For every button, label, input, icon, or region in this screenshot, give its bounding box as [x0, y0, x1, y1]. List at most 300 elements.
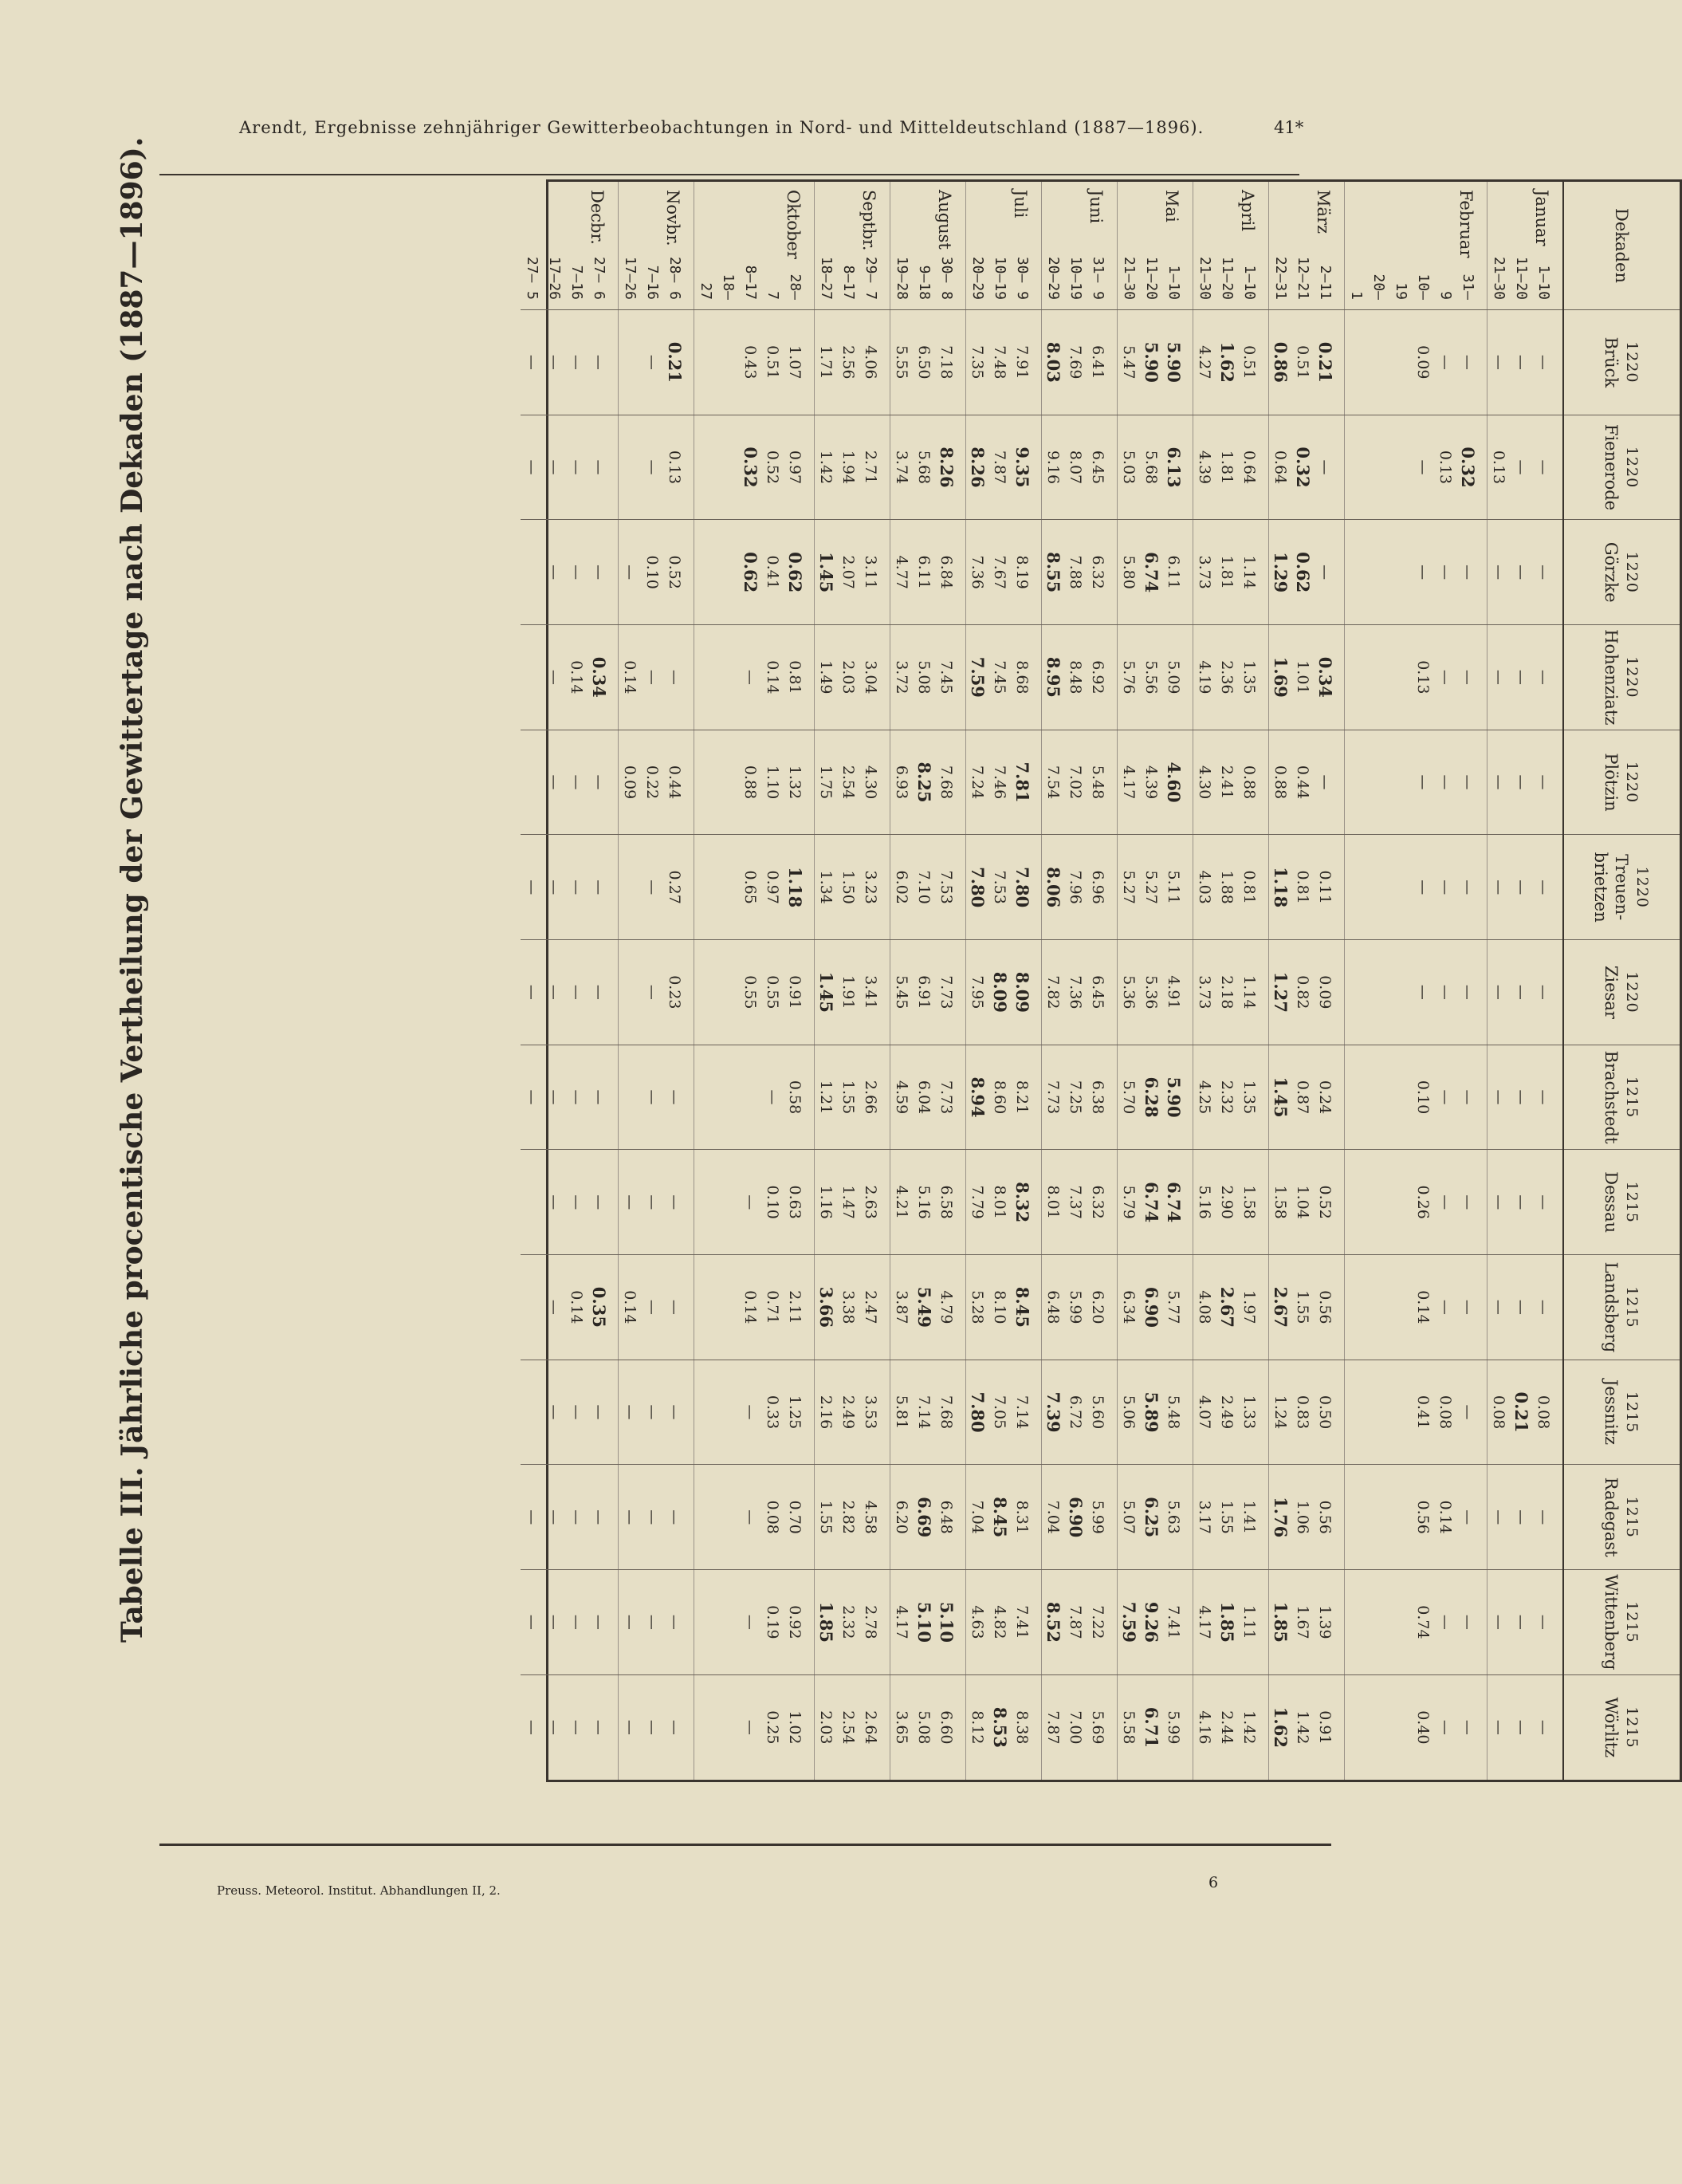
percent-value: 2.47	[862, 1290, 879, 1324]
month-name: Juni	[1087, 190, 1106, 224]
percent-value: 8.21	[1013, 1080, 1031, 1115]
value-cell	[1118, 1465, 1193, 1570]
value-cell	[1042, 1150, 1118, 1255]
value-cell	[1118, 1045, 1193, 1150]
percent-value: —	[590, 459, 607, 475]
value-cell	[521, 625, 619, 730]
percent-value: —	[523, 1089, 540, 1105]
dekade-range: 27— 6	[591, 256, 607, 300]
percent-value: 7.68	[937, 765, 955, 800]
month-dekaden-cell	[815, 182, 890, 310]
percent-value: 0.51	[764, 345, 781, 380]
percent-value: 2.63	[862, 1185, 879, 1219]
percent-value: 1.16	[817, 1185, 835, 1219]
percent-value: 2.07	[839, 555, 857, 589]
percent-value: 4.17	[893, 1605, 910, 1639]
value-cell	[1193, 835, 1269, 940]
dekade-range: 1—10	[1165, 265, 1182, 300]
percent-value: 6.38	[1089, 1080, 1106, 1115]
percent-value: 6.20	[893, 1500, 910, 1534]
value-cell	[1042, 1465, 1118, 1570]
value-cell	[815, 940, 890, 1045]
value-cell	[694, 520, 815, 625]
value-cell	[521, 310, 619, 415]
month-dekaden-cell	[521, 182, 619, 310]
percent-value: —	[1512, 1509, 1530, 1525]
percent-value: 4.58	[862, 1500, 879, 1534]
percent-value: —	[523, 1614, 540, 1630]
percent-value: 0.21	[1511, 1391, 1531, 1433]
value-cell	[1345, 1465, 1487, 1570]
percent-value: —	[523, 984, 540, 1000]
percent-value: —	[1490, 1509, 1507, 1525]
percent-value: 4.79	[937, 1290, 955, 1324]
percent-value: 9.16	[1044, 450, 1062, 485]
footer-rule	[159, 1844, 1331, 1846]
percent-value: 1.45	[1271, 1076, 1291, 1118]
station-name: Landsberg	[1601, 1261, 1621, 1353]
value-cell	[1345, 1360, 1487, 1465]
percent-value: 6.91	[915, 975, 933, 1009]
percent-value: —	[643, 354, 661, 370]
percent-value: 3.74	[893, 450, 910, 485]
percent-value: 7.95	[969, 975, 986, 1009]
station-header	[1563, 1674, 1680, 1780]
percent-value: 1.69	[1271, 656, 1291, 698]
percent-value: 8.09	[1012, 971, 1032, 1013]
table-title: Tabelle III. Jährliche procentische Vertheilung der Gewittertage nach Dekaden (1887—1896).	[116, 136, 149, 1643]
percent-value: 0.13	[1436, 450, 1454, 485]
percent-value: 5.27	[1120, 870, 1138, 904]
percent-value: —	[590, 1404, 607, 1420]
percent-value: 7.68	[937, 1395, 955, 1430]
percent-value: —	[545, 1719, 563, 1735]
percent-value: 2.49	[839, 1395, 857, 1430]
percent-value: 6.90	[1142, 1286, 1161, 1328]
value-cell	[1118, 1674, 1193, 1780]
percent-value: —	[1459, 1719, 1476, 1735]
percent-value	[521, 1360, 543, 1465]
percent-value: —	[1459, 354, 1476, 370]
dekade-range: 2—11	[1317, 265, 1334, 300]
dekade-range: 12—21	[1295, 256, 1311, 300]
percent-value: 1.24	[1271, 1395, 1289, 1430]
percent-value: —	[1459, 565, 1476, 580]
percent-value: 5.99	[1089, 1500, 1106, 1534]
percent-value	[619, 835, 641, 939]
percent-value: 2.16	[817, 1395, 835, 1430]
percent-value: 8.09	[990, 971, 1010, 1013]
percent-value: —	[1535, 1089, 1552, 1105]
percent-value: 1.67	[1294, 1605, 1311, 1639]
value-cell	[1042, 835, 1118, 940]
value-cell	[1487, 835, 1564, 940]
percent-value: 8.45	[990, 1497, 1010, 1538]
percent-value: —	[741, 1719, 759, 1735]
percent-value: 0.14	[621, 1290, 639, 1324]
month-name: Oktober	[784, 190, 803, 259]
value-cell	[815, 1150, 890, 1255]
percent-value: —	[590, 1089, 607, 1105]
station-number: 1215	[1623, 1076, 1641, 1119]
percent-value: 0.21	[665, 341, 685, 383]
percent-value	[521, 730, 543, 835]
percent-value: 1.97	[1240, 1290, 1258, 1324]
percent-value: 4.03	[1196, 870, 1213, 904]
percent-value: 2.36	[1218, 660, 1236, 695]
percent-value: 2.54	[839, 765, 857, 800]
value-cell	[1193, 1465, 1269, 1570]
percent-value: 0.35	[589, 1286, 609, 1328]
percent-value: 0.81	[786, 660, 804, 695]
dekade-range: 10—19	[992, 256, 1008, 300]
station-name: Brück	[1601, 336, 1621, 388]
percent-value: 2.64	[862, 1710, 879, 1745]
percent-value: 4.17	[1120, 765, 1138, 800]
percent-value: 4.06	[862, 345, 879, 380]
percent-value: 6.32	[1089, 1185, 1106, 1219]
percent-value: 5.69	[1089, 1710, 1106, 1745]
month-row	[815, 182, 890, 1780]
percent-value: —	[643, 880, 661, 895]
dekade-range: 20—29	[1045, 256, 1062, 300]
percent-value: 3.73	[1196, 555, 1213, 589]
percent-value: 2.66	[862, 1080, 879, 1115]
percent-value: 0.32	[1458, 447, 1478, 488]
percent-value: —	[666, 1194, 683, 1210]
percent-value	[619, 310, 641, 415]
month-dekaden-cell	[1193, 182, 1269, 310]
percent-value: 6.74	[1164, 1182, 1184, 1223]
value-cell	[1042, 1570, 1118, 1675]
percent-value: 5.90	[1164, 341, 1184, 383]
percent-value: —	[1459, 774, 1476, 790]
percent-value: —	[643, 1719, 661, 1735]
percent-value: —	[568, 1089, 585, 1105]
month-row	[1487, 182, 1564, 1780]
value-cell	[521, 940, 619, 1045]
percent-value: 5.81	[893, 1395, 910, 1430]
percent-value: 0.21	[1315, 341, 1335, 383]
value-cell	[1487, 415, 1564, 520]
month-row	[1118, 182, 1193, 1780]
percent-value: —	[1459, 984, 1476, 1000]
percent-value: —	[1490, 1194, 1507, 1210]
dekade-range: 1—10	[1535, 265, 1552, 300]
percent-value: 5.68	[1142, 450, 1160, 485]
percent-value: 3.38	[839, 1290, 857, 1324]
percent-value: 1.07	[786, 345, 804, 380]
dekade-range: 28— 7	[764, 273, 804, 300]
month-name: Mai	[1162, 190, 1181, 222]
percent-value: 7.14	[915, 1395, 933, 1430]
station-header	[1563, 1570, 1680, 1675]
percent-value	[521, 1150, 543, 1254]
percent-value: —	[666, 1404, 683, 1420]
percent-value: 2.03	[839, 660, 857, 695]
month-dekaden-cell	[619, 182, 694, 310]
footer-publisher: Preuss. Meteorol. Institut. Abhandlungen II, 2.	[217, 1883, 501, 1898]
percent-value: 6.72	[1067, 1395, 1084, 1430]
percent-value: 5.56	[1142, 660, 1160, 695]
month-dekaden-cell	[1345, 182, 1487, 310]
percent-value: —	[643, 459, 661, 475]
percent-value: 1.81	[1218, 450, 1236, 485]
percent-value: 7.53	[937, 870, 955, 904]
percent-value: 0.11	[1316, 870, 1334, 904]
value-cell	[619, 1570, 694, 1675]
percent-value: 7.14	[1013, 1395, 1031, 1430]
percent-value: 0.08	[1535, 1395, 1552, 1430]
dekade-range: 11—20	[1513, 256, 1530, 300]
percent-value: 1.47	[839, 1185, 857, 1219]
percent-value: —	[1490, 880, 1507, 895]
percent-value: 5.55	[893, 345, 910, 380]
percent-value: 1.14	[1240, 555, 1258, 589]
percent-value: —	[590, 1719, 607, 1735]
percent-value: 1.50	[839, 870, 857, 904]
percent-value: —	[621, 565, 639, 580]
percent-value: 1.42	[817, 450, 835, 485]
percent-value: 5.28	[969, 1290, 986, 1324]
value-cell	[815, 1674, 890, 1780]
dekade-range: 30— 8	[938, 256, 955, 300]
percent-value: 0.56	[1316, 1290, 1334, 1324]
value-cell	[1345, 415, 1487, 520]
percent-value: —	[1436, 1614, 1454, 1630]
value-cell	[1193, 1150, 1269, 1255]
percent-value: 5.48	[1089, 765, 1106, 800]
station-name: Hohenziatz	[1601, 629, 1621, 726]
percent-value: 7.04	[969, 1500, 986, 1534]
percent-value: 7.79	[969, 1185, 986, 1219]
value-cell	[890, 1570, 966, 1675]
dekade-range: 8—17	[742, 265, 759, 300]
percent-value: 0.14	[741, 1290, 759, 1324]
percent-value: 2.18	[1218, 975, 1236, 1009]
percent-value: —	[1459, 1404, 1476, 1420]
percent-value: 0.63	[786, 1185, 804, 1219]
value-cell	[521, 1570, 619, 1675]
value-cell	[1042, 625, 1118, 730]
percent-value: —	[1490, 1719, 1507, 1735]
percent-value: —	[1436, 774, 1454, 790]
percent-value: 8.31	[1013, 1500, 1031, 1534]
dekade-range: 11—20	[1219, 256, 1236, 300]
station-header	[1563, 415, 1680, 520]
percent-value: 1.62	[1271, 1706, 1291, 1748]
percent-value: 2.82	[839, 1500, 857, 1534]
percent-value: 0.43	[741, 345, 759, 380]
percent-value: —	[590, 984, 607, 1000]
percent-value: 5.49	[914, 1286, 934, 1328]
percent-value: —	[545, 880, 563, 895]
percent-value: —	[523, 1509, 540, 1525]
percent-value: 0.91	[786, 975, 804, 1009]
percent-value	[619, 1045, 641, 1150]
percent-value: 6.74	[1142, 552, 1161, 593]
value-cell	[1345, 1150, 1487, 1255]
value-cell	[890, 1255, 966, 1360]
percent-value: —	[741, 1404, 759, 1420]
percent-value: 0.87	[1294, 1080, 1311, 1115]
value-cell	[1487, 1255, 1564, 1360]
station-header	[1563, 730, 1680, 835]
percent-value: 1.88	[1218, 870, 1236, 904]
percent-value: 8.19	[1013, 555, 1031, 589]
percent-value: —	[590, 1614, 607, 1630]
month-name: Juli	[1011, 190, 1030, 218]
station-number: 1220	[1623, 341, 1641, 384]
percent-value: 0.81	[1240, 870, 1258, 904]
value-cell	[815, 1255, 890, 1360]
percent-value: —	[523, 354, 540, 370]
value-cell	[1193, 1570, 1269, 1675]
percent-value: 1.21	[817, 1080, 835, 1115]
percent-value: 4.82	[991, 1605, 1008, 1639]
value-cell	[1269, 1465, 1345, 1570]
percent-value: 2.90	[1218, 1185, 1236, 1219]
percent-value: —	[1490, 354, 1507, 370]
percent-value: 4.91	[1165, 975, 1182, 1009]
percent-value: 0.44	[1294, 765, 1311, 800]
percent-value: —	[1535, 1194, 1552, 1210]
percent-value: 5.03	[1120, 450, 1138, 485]
percent-value: 5.68	[915, 450, 933, 485]
percent-value: 3.72	[893, 660, 910, 695]
percent-value: 1.32	[786, 765, 804, 800]
value-cell	[1487, 1150, 1564, 1255]
percent-value: —	[1512, 1614, 1530, 1630]
percent-value: 2.67	[1271, 1286, 1291, 1328]
percent-value: 7.02	[1067, 765, 1084, 800]
percent-value: 1.18	[785, 867, 805, 908]
percent-value: 1.45	[816, 971, 836, 1013]
value-cell	[619, 1465, 694, 1570]
percent-value: 4.39	[1196, 450, 1213, 485]
percent-value: 0.10	[643, 555, 661, 589]
percent-value: —	[1436, 565, 1454, 580]
percent-value: 2.32	[839, 1605, 857, 1639]
percent-value: 1.85	[1271, 1601, 1291, 1643]
percent-value: 0.14	[568, 660, 585, 695]
value-cell	[815, 625, 890, 730]
month-dekaden-cell	[890, 182, 966, 310]
percent-value: —	[1459, 1509, 1476, 1525]
value-cell	[815, 835, 890, 940]
value-cell	[1487, 1674, 1564, 1780]
percent-value: 0.97	[786, 450, 804, 485]
percent-value: 0.74	[1414, 1605, 1432, 1639]
dekade-range: 20—29	[969, 256, 986, 300]
percent-value: 0.86	[1271, 341, 1291, 383]
percent-value: 7.37	[1067, 1185, 1084, 1219]
value-cell	[694, 1360, 815, 1465]
value-cell	[1042, 940, 1118, 1045]
percent-value: —	[666, 1299, 683, 1315]
value-cell	[890, 1045, 966, 1150]
station-number: 1215	[1623, 1706, 1641, 1749]
dekade-range: 11—20	[1143, 256, 1160, 300]
month-dekaden-cell	[1042, 182, 1118, 310]
percent-value: —	[1436, 1194, 1454, 1210]
percent-value: 7.88	[1067, 555, 1084, 589]
percent-value: 4.21	[893, 1185, 910, 1219]
percent-value: 3.65	[893, 1710, 910, 1745]
percent-value: 0.22	[643, 765, 661, 800]
percent-value: 2.54	[839, 1710, 857, 1745]
percent-value: 8.01	[991, 1185, 1008, 1219]
station-name: Radegast	[1601, 1477, 1621, 1557]
percent-value: —	[1436, 1299, 1454, 1315]
percent-value: —	[1512, 1719, 1530, 1735]
percent-value: —	[1512, 880, 1530, 895]
station-name: Wittenberg	[1601, 1574, 1621, 1670]
percent-value: —	[1535, 1509, 1552, 1525]
value-cell	[521, 520, 619, 625]
percent-value: 2.32	[1218, 1080, 1236, 1115]
percent-value: 7.22	[1089, 1605, 1106, 1639]
percent-value: 0.88	[1240, 765, 1258, 800]
value-cell	[619, 415, 694, 520]
value-cell	[890, 1674, 966, 1780]
percent-value: —	[1535, 354, 1552, 370]
station-header	[1563, 1360, 1680, 1465]
percent-value: —	[568, 354, 585, 370]
value-cell	[1345, 310, 1487, 415]
percent-value: 4.30	[1196, 765, 1213, 800]
percent-value: 9.26	[1142, 1601, 1161, 1643]
station-name: Treuen-brietzen	[1591, 852, 1632, 923]
percent-value: —	[1436, 984, 1454, 1000]
percent-value: 5.79	[1120, 1185, 1138, 1219]
percent-value: —	[1436, 669, 1454, 685]
percent-value: 4.30	[862, 765, 879, 800]
percent-value: 8.03	[1043, 341, 1063, 383]
percent-value: —	[1490, 1614, 1507, 1630]
percent-value: 8.26	[968, 447, 988, 488]
dekade-range: 17—26	[622, 256, 639, 300]
percent-value: 7.59	[968, 656, 988, 698]
percent-value: 0.14	[1414, 1290, 1432, 1324]
percent-value: 6.48	[1044, 1290, 1062, 1324]
station-number: 1220	[1623, 656, 1641, 698]
dekade-range: 27— 5	[524, 256, 540, 300]
percent-value: 1.85	[1217, 1601, 1237, 1643]
value-cell	[521, 1465, 619, 1570]
percent-value: 6.84	[937, 555, 955, 589]
value-cell	[1269, 1045, 1345, 1150]
value-cell	[619, 625, 694, 730]
percent-value	[739, 1045, 761, 1150]
percent-value: 7.45	[937, 660, 955, 695]
percent-value: —	[1512, 1089, 1530, 1105]
value-cell	[619, 730, 694, 835]
value-cell	[694, 1570, 815, 1675]
percent-value: 2.41	[1218, 765, 1236, 800]
value-cell	[815, 730, 890, 835]
percent-value: —	[1535, 1614, 1552, 1630]
value-cell	[815, 310, 890, 415]
percent-value: 2.56	[839, 345, 857, 380]
percent-value: —	[643, 984, 661, 1000]
station-number: 1215	[1623, 1181, 1641, 1223]
value-cell	[815, 415, 890, 520]
station-number: 1220	[1623, 446, 1641, 489]
percent-value: 0.25	[764, 1710, 781, 1745]
percent-value: 0.52	[1316, 1185, 1334, 1219]
percent-value: 0.14	[764, 660, 781, 695]
